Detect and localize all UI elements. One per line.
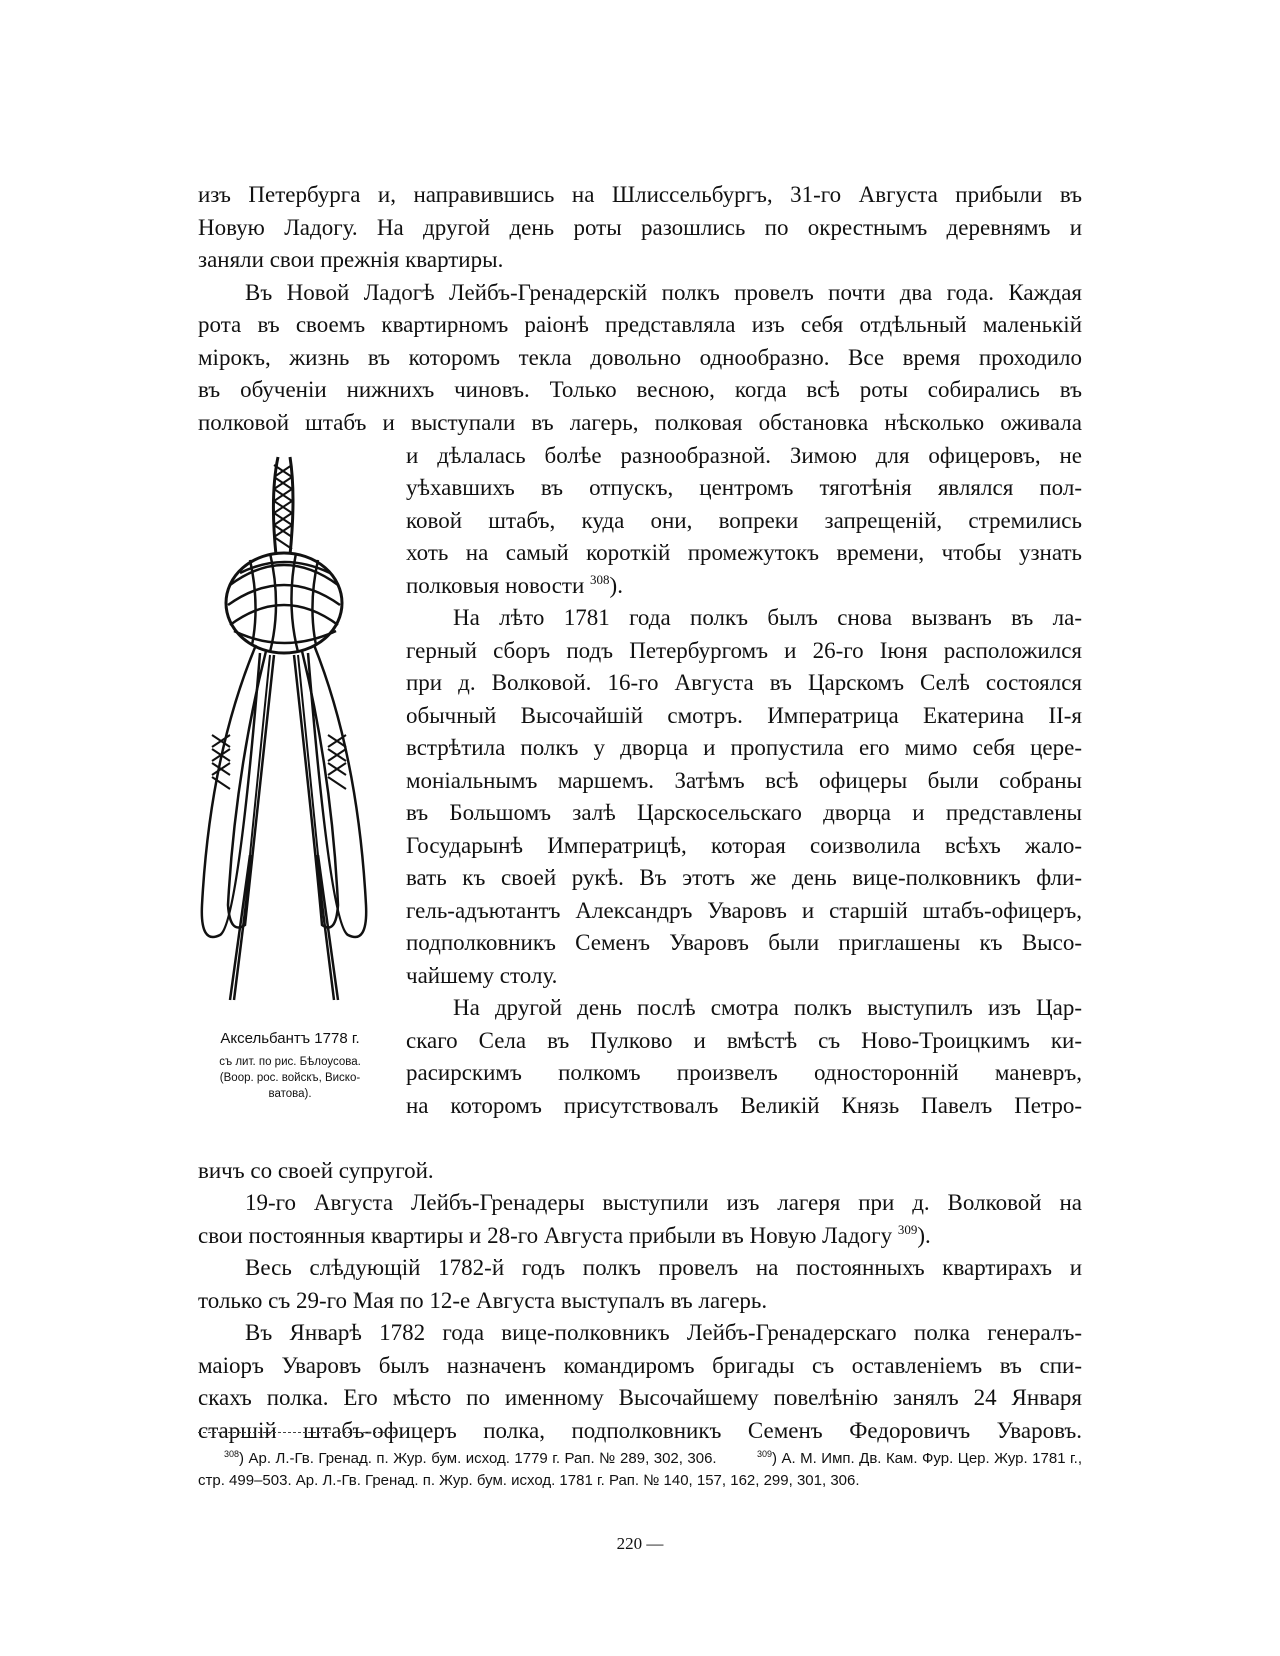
text-line: [198, 244, 1082, 277]
caption-line: съ лит. по рис. Бѣлоусова.: [219, 1056, 361, 1068]
footnotes: [198, 1448, 1082, 1492]
page-number: 220 —: [616, 1534, 664, 1553]
text-line: [198, 374, 1082, 407]
text-line-content: свои постоянныя квартиры и 28-го Августа прибыли въ Новую Ладогу: [198, 1222, 893, 1248]
text-line-content: подполковникъ Семенъ Уваровъ были приглашены къ Высо-: [406, 930, 1082, 955]
text-line: [198, 1415, 1082, 1448]
text-line: [406, 797, 1082, 830]
text-line: [406, 635, 1082, 668]
text-line: [406, 895, 1082, 928]
text-line-content: хоть на самый короткій промежутокъ времени, чтобы узнать: [406, 540, 1082, 565]
text-line-content: ковой штабъ, куда они, вопреки запрещеній, стремились: [406, 507, 1082, 533]
text-line-content: вать къ своей рукѣ. Въ этотъ же день вице-полковникъ фли-: [406, 865, 1082, 890]
text-line: [198, 1220, 1082, 1253]
text-line-content: старшій штабъ-офицеръ полка, подполковникъ Семенъ Федоровичъ Уваровъ.: [198, 1417, 1082, 1443]
text-line: [198, 1350, 1082, 1383]
text-line: [406, 505, 1082, 538]
text-line-suffix: ).: [917, 1222, 931, 1248]
text-line: [198, 1187, 1082, 1220]
footnote-text: ) А. М. Имп. Дв. Кам. Фур. Цер. Жур. 1781 г., стр. 499–503. Ар. Л.-Гв. Гренад. п. Жур. бум. исход. 1781 г. Рап. № 140, 157, 162, 299, 301, 306.: [198, 1450, 1082, 1489]
text-line: [406, 992, 1082, 1025]
text-line-content: гель-адъютантъ Александръ Уваровъ и старшій штабъ-офицеръ,: [406, 897, 1082, 923]
figure-caption: [195, 1028, 385, 1102]
text-line-content: Новую Ладогу. На другой день роты разошлись по окрестнымъ деревнямъ и: [198, 214, 1082, 240]
text-line: [198, 1285, 1082, 1318]
text-line: [406, 1090, 1082, 1123]
text-line: [406, 700, 1082, 733]
footnote-mark: 309: [756, 1449, 773, 1459]
text-line-suffix: ).: [609, 572, 623, 598]
braided-cord: [273, 457, 293, 555]
caption-line: ватова).: [268, 1088, 312, 1100]
text-line-content: скаго Села въ Пулково и вмѣстѣ съ Ново-Троицкимъ ки-: [406, 1027, 1082, 1053]
text-line-content: полковыя новости: [406, 572, 585, 598]
caption-line: (Воор. рос. войскъ, Виско-: [219, 1072, 361, 1084]
text-line: [198, 1382, 1082, 1415]
aglets: [230, 855, 338, 1000]
text-line-content: уѣхавшихъ въ отпускъ, центромъ тяготѣнія являлся пол-: [406, 475, 1082, 500]
text-line-content: заняли свои прежнія квартиры.: [198, 247, 504, 272]
text-line: [406, 667, 1082, 700]
text-line: [406, 765, 1082, 798]
text-line-content: На другой день послѣ смотра полкъ выступилъ изъ Цар-: [453, 995, 1082, 1020]
footnote-reference[interactable]: 308: [590, 571, 610, 587]
cord-loops: [202, 645, 366, 937]
text-line-content: скахъ полка. Его мѣсто по именному Высочайшему повелѣнію занялъ 24 Января: [198, 1385, 1082, 1410]
text-line: [406, 472, 1082, 505]
text-line: [198, 309, 1082, 342]
text-line: [406, 830, 1082, 863]
text-line: [198, 212, 1082, 245]
text-line: [406, 732, 1082, 765]
text-line: [406, 1057, 1082, 1090]
body-text-beside-figure: [406, 440, 1082, 1123]
text-line-content: мірокъ, жизнь въ которомъ текла довольно однообразно. Все время проходило: [198, 344, 1082, 370]
text-line-content: Весь слѣдующій 1782-й годъ полкъ провелъ на постоянныхъ квартирахъ и: [245, 1255, 1082, 1280]
text-line-content: рота въ своемъ квартирномъ раіонѣ представляла изъ себя отдѣльный маленькій: [198, 312, 1082, 337]
text-line-content: Государынѣ Императрицѣ, которая соизволила всѣхъ жало-: [406, 832, 1082, 858]
text-line-content: на которомъ присутствовалъ Великій Князь Павелъ Петро-: [406, 1092, 1082, 1118]
text-line: [406, 927, 1082, 960]
text-line-content: при д. Волковой. 16-го Августа въ Царскомъ Селѣ состоялся: [406, 670, 1082, 695]
caption-title: Аксельбантъ 1778 г.: [220, 1030, 360, 1047]
text-line: [198, 1252, 1082, 1285]
text-line: [198, 342, 1082, 375]
text-line: [406, 440, 1082, 473]
text-line: [198, 407, 1082, 440]
footnote-mark: 308: [224, 1449, 240, 1459]
text-line-content: Въ Январѣ 1782 года вице-полковникъ Лейбъ-Гренадерскаго полка генералъ-: [245, 1320, 1082, 1345]
footnote: [198, 1448, 1082, 1492]
text-line: [406, 570, 1082, 603]
text-line-content: изъ Петербурга и, направившись на Шлиссельбургъ, 31-го Августа прибыли въ: [198, 182, 1082, 207]
text-line: [406, 862, 1082, 895]
text-line-content: герный сборъ подъ Петербургомъ и 26-го Іюня расположился: [406, 637, 1082, 663]
text-line-content: обычный Высочайшій смотръ. Императрица Екатерина II-я: [406, 702, 1082, 728]
text-line-content: моніальнымъ маршемъ. Затѣмъ всѣ офицеры были собраны: [406, 767, 1082, 793]
text-line: [406, 602, 1082, 635]
body-text-top: [198, 179, 1082, 439]
text-line-content: и дѣлалась болѣе разнообразной. Зимою для офицеровъ, не: [406, 442, 1082, 468]
body-text-bottom: [198, 1155, 1082, 1448]
text-line: [198, 1317, 1082, 1350]
text-line-content: 19-го Августа Лейбъ-Гренадеры выступили изъ лагеря при д. Волковой на: [245, 1190, 1082, 1215]
text-line-content: маіоръ Уваровъ былъ назначенъ командиромъ бригады съ оставленіемъ въ спи-: [198, 1352, 1082, 1378]
text-line-content: только съ 29-го Мая по 12-е Августа выступалъ въ лагерь.: [198, 1287, 768, 1313]
footnote-reference[interactable]: 309: [897, 1221, 918, 1237]
text-line: [198, 179, 1082, 212]
text-line-content: встрѣтила полкъ у дворца и пропустила его мимо себя цере-: [406, 735, 1082, 760]
footnote-text: ) Ар. Л.-Гв. Гренад. п. Жур. бум. исход. 1779 г. Рап. № 289, 302, 306.: [239, 1450, 717, 1467]
text-line: [198, 277, 1082, 310]
text-line-content: въ обученіи нижнихъ чиновъ. Только весною, когда всѣ роты собирались въ: [198, 377, 1082, 402]
text-line: [406, 537, 1082, 570]
text-line-content: На лѣто 1781 года полкъ былъ снова вызванъ въ ла-: [453, 605, 1082, 630]
text-line-content: Въ Новой Ладогѣ Лейбъ-Гренадерскій полкъ провелъ почти два года. Каждая: [245, 279, 1082, 305]
text-line-content: чайшему столу.: [406, 962, 558, 988]
knot: [226, 553, 342, 653]
text-line-content: вичъ со своей супругой.: [198, 1157, 434, 1183]
aiguillette-illustration: [190, 455, 375, 1005]
footnote-rule: [198, 1432, 396, 1433]
text-line-content: расирскимъ полкомъ произвелъ односторонній маневръ,: [406, 1060, 1082, 1085]
text-line: [198, 1155, 1082, 1188]
text-line: [406, 960, 1082, 993]
text-line: [406, 1025, 1082, 1058]
text-line-content: полковой штабъ и выступали въ лагерь, полковая обстановка нѣсколько оживала: [198, 409, 1082, 435]
text-line-content: въ Большомъ залѣ Царскосельскаго дворца и представлены: [406, 800, 1082, 825]
